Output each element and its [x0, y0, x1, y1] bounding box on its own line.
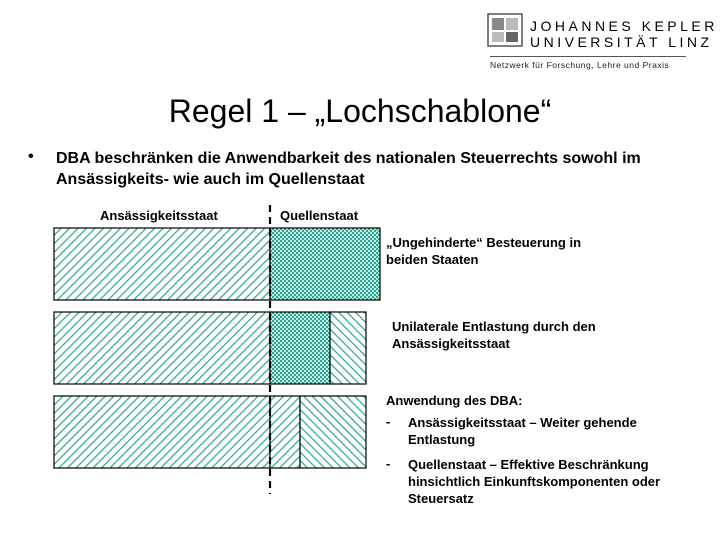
logo-line-1: JOHANNES KEPLER — [530, 18, 718, 34]
column-label-residence: Ansässigkeitsstaat — [100, 208, 218, 223]
bar-unilateral-relief — [54, 312, 366, 384]
column-label-source: Quellenstaat — [280, 208, 359, 223]
sub-dash-1: - — [386, 414, 391, 429]
logo-tagline: Netzwerk für Forschung, Lehre und Praxis — [490, 60, 670, 70]
slide-title: Regel 1 – „Lochschablone“ — [168, 93, 552, 129]
bar-dba-application — [54, 396, 366, 468]
bar3-relief-part — [300, 396, 366, 468]
note-unilateral: Unilaterale Entlastung durch den Ansässigkeitsstaat — [392, 319, 596, 351]
bar3-source-part — [270, 396, 300, 468]
bar3-residence-part — [54, 396, 270, 468]
note-unrestricted: „Ungehinderte“ Besteuerung in beiden Staaten — [386, 235, 582, 267]
bar1-residence-part — [54, 228, 270, 300]
sub-dash-2: - — [386, 456, 391, 471]
bullet-icon: • — [28, 148, 34, 165]
bar2-residence-part — [54, 312, 270, 384]
note-dba: Anwendung des DBA: — [386, 393, 523, 408]
bar2-relief-part — [330, 312, 366, 384]
sub-item-source: Quellenstaat – Effektive Beschränkung hinsichtlich Einkunftskomponenten oder Steuersatz — [408, 457, 661, 506]
bar2-source-part — [270, 312, 330, 384]
bar-unrestricted — [54, 228, 380, 300]
bar1-source-part — [270, 228, 380, 300]
logo-line-2: UNIVERSITÄT LINZ — [530, 34, 713, 50]
bullet-text: DBA beschränken die Anwendbarkeit des nationalen Steuerrechts sowohl im Ansässigkeits- wie auch im Quellenstaat — [56, 150, 641, 188]
sub-item-residence: Ansässigkeitsstaat – Weiter gehende Entlastung — [408, 415, 637, 447]
